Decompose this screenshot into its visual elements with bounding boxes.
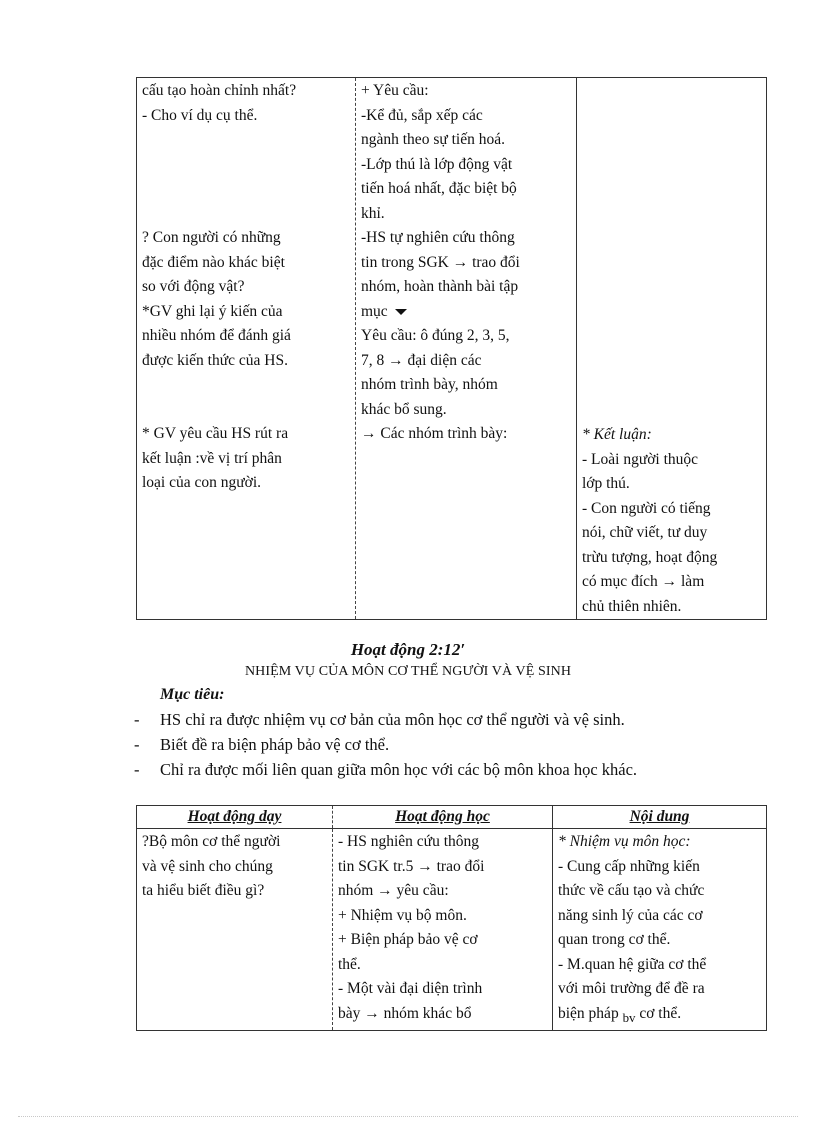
- text-line: 7, 8 → đại diện các: [361, 351, 482, 369]
- text-line: thể.: [338, 955, 361, 973]
- section-title: Hoạt động 2:12′: [350, 640, 466, 659]
- learning-cell: [356, 78, 577, 620]
- section-subtitle: NHIỆM VỤ CỦA MÔN CƠ THỂ NGƯỜI VÀ VỆ SINH: [244, 664, 572, 679]
- text-line: [558, 1002, 762, 1031]
- text: cơ thể.: [639, 1004, 682, 1022]
- text-line: nhiều nhóm để đánh giá: [142, 327, 291, 344]
- text-line: quan trong cơ thể.: [558, 931, 671, 948]
- text: mục: [361, 302, 388, 320]
- text-line: [361, 300, 572, 325]
- text-line: - HS nghiên cứu thông: [338, 833, 479, 850]
- text-line: - Cho ví dụ cụ thể.: [142, 106, 258, 124]
- bullet-dash: -: [134, 760, 140, 779]
- conclusion-heading: * Kết luận:: [582, 426, 652, 443]
- teaching-cell: [137, 78, 356, 620]
- text-line: → Các nhóm trình bày:: [361, 425, 508, 442]
- header-row: [137, 806, 767, 829]
- triangle-down-icon: [395, 309, 407, 315]
- text-line: *GV ghi lại ý kiến của: [142, 302, 283, 320]
- text-line: - Một vài đại diện trình: [338, 980, 483, 997]
- text-line: Yêu cầu: ô đúng 2, 3, 5,: [361, 327, 510, 344]
- text-line: - M.quan hệ giữa cơ thể: [558, 955, 707, 973]
- text-line: - Con người có tiếng: [582, 499, 711, 517]
- text-line: loại của con người.: [142, 474, 262, 491]
- text-line: ta hiểu biết điều gì?: [142, 882, 265, 899]
- text-line: + Yêu cầu:: [361, 82, 429, 99]
- text-line: tin trong SGK → trao đổi: [361, 253, 520, 271]
- column-header: Hoạt động học: [333, 806, 553, 829]
- text-line: ? Con người có những: [142, 229, 281, 246]
- goal-label: Mục tiêu:: [160, 686, 225, 703]
- text-line: nhóm → yêu cầu:: [338, 882, 449, 899]
- text-line: thức về cấu tạo và chức: [558, 882, 705, 899]
- text-line: lớp thú.: [582, 475, 630, 492]
- text: biện pháp: [558, 1004, 619, 1022]
- bullet-dash: -: [134, 710, 140, 729]
- teaching-cell: [137, 829, 333, 1031]
- text-line: so với động vật?: [142, 278, 245, 295]
- text-line: - Cung cấp những kiến: [558, 857, 700, 875]
- text-line: -Kể đủ, sắp xếp các: [361, 106, 483, 124]
- text-line: kết luận :về vị trí phân: [142, 449, 282, 467]
- text-line: được kiến thức của HS.: [142, 351, 288, 369]
- table-row: [137, 829, 767, 1031]
- learning-cell: [333, 829, 553, 1031]
- text-line: khác bổ sung.: [361, 400, 447, 418]
- text-line: bày → nhóm khác bổ: [338, 1004, 472, 1022]
- text-line: - Loài người thuộc: [582, 450, 699, 468]
- text-line: nói, chữ viết, tư duy: [582, 524, 708, 541]
- text-line: đặc điểm nào khác biệt: [142, 253, 285, 271]
- activity-table-1: [136, 77, 767, 620]
- activity-table-2: [136, 805, 767, 1031]
- column-header: Nội dung: [553, 806, 767, 829]
- goal-text: Biết đề ra biện pháp bảo vệ cơ thể.: [160, 735, 390, 754]
- content-cell: [577, 78, 767, 620]
- goal-text: Chỉ ra được mối liên quan giữa môn học với các bộ môn khoa học khác.: [160, 760, 638, 779]
- column-header: Hoạt động dạy: [137, 806, 333, 829]
- text-line: với môi trường để đề ra: [558, 980, 705, 997]
- text-line: khỉ.: [361, 204, 385, 222]
- text-line: * GV yêu cầu HS rút ra: [142, 425, 289, 442]
- text-line: nhóm trình bày, nhóm: [361, 376, 498, 393]
- goal-text: HS chỉ ra được nhiệm vụ cơ bản của môn học cơ thể người và vệ sinh.: [160, 710, 625, 729]
- text-line: nhóm, hoàn thành bài tập: [361, 278, 519, 295]
- text-line: ?Bộ môn cơ thể người: [142, 833, 281, 850]
- content-cell: [553, 829, 767, 1031]
- text-line: -Lớp thú là lớp động vật: [361, 155, 513, 173]
- text-line: -HS tự nghiên cứu thông: [361, 229, 515, 246]
- text-line: trừu tượng, hoạt động: [582, 548, 718, 566]
- text-line: chủ thiên nhiên.: [582, 597, 682, 615]
- text-line: ngành theo sự tiến hoá.: [361, 131, 505, 148]
- text-line: và vệ sinh cho chúng: [142, 857, 273, 875]
- text-line: có mục đích → làm: [582, 573, 705, 590]
- text-line: + Biện pháp bảo vệ cơ: [338, 931, 478, 948]
- subscript-bv: bv: [622, 1009, 636, 1025]
- text-line: tin SGK tr.5 → trao đổi: [338, 857, 485, 875]
- content-heading: * Nhiệm vụ môn học:: [558, 833, 691, 850]
- text-line: tiến hoá nhất, đặc biệt bộ: [361, 180, 517, 197]
- bullet-dash: -: [134, 735, 140, 754]
- page-footer-rule: [18, 1116, 798, 1117]
- text-line: + Nhiệm vụ bộ môn.: [338, 906, 467, 924]
- text-line: năng sinh lý của các cơ: [558, 906, 703, 924]
- text-line: cấu tạo hoàn chỉnh nhất?: [142, 82, 297, 99]
- table-row: [137, 78, 767, 620]
